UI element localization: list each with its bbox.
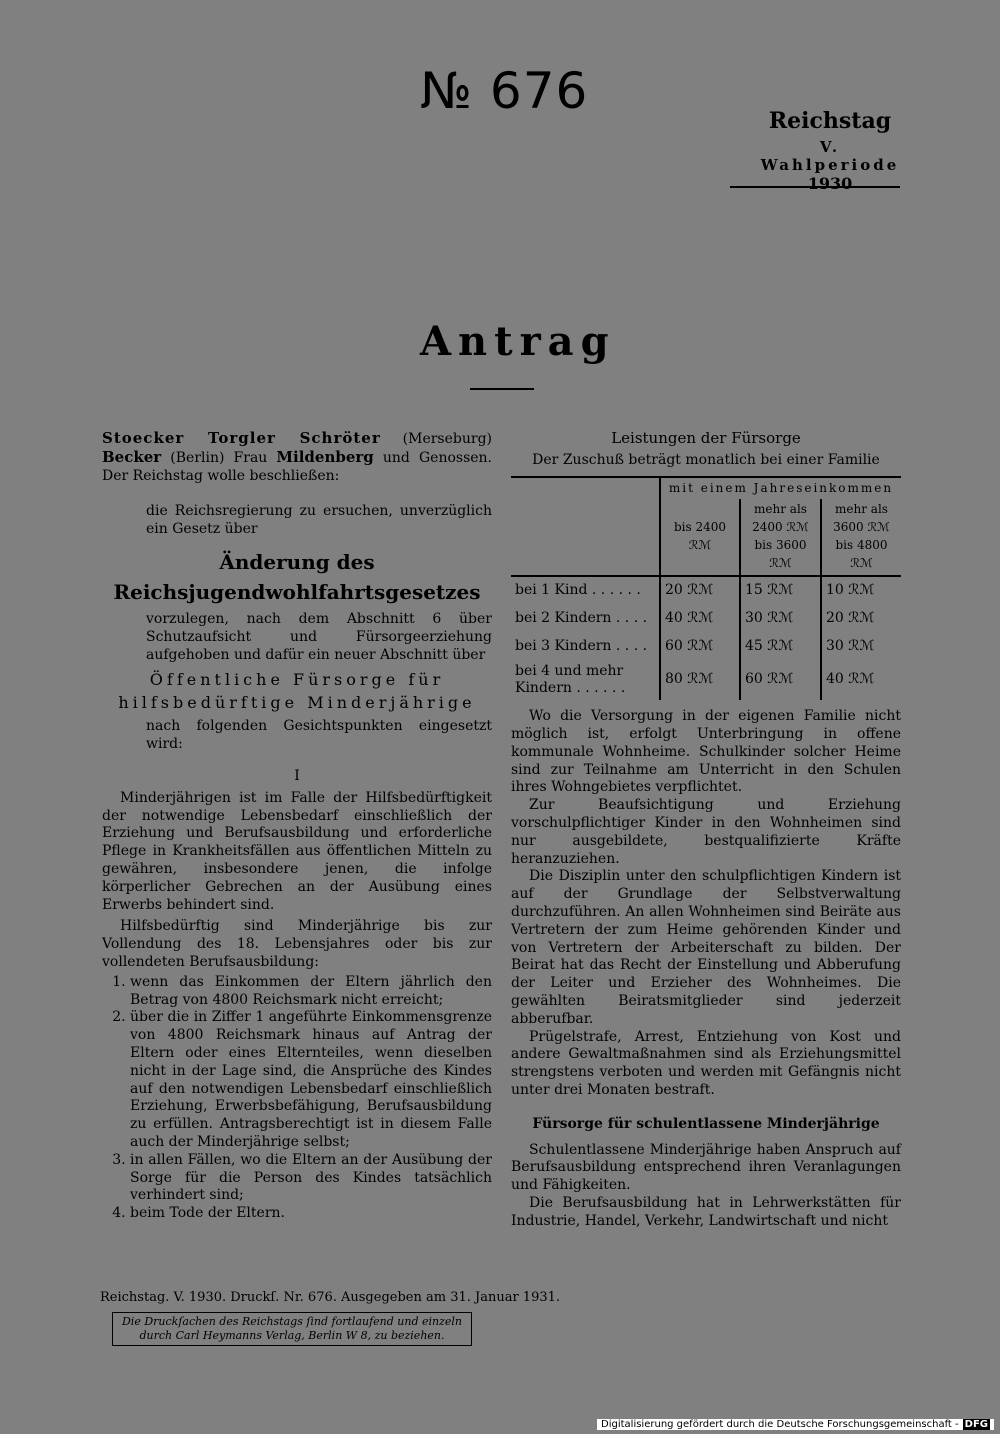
period: V. Wahlperiode	[760, 138, 900, 174]
table-cell: 30 ℛℳ	[740, 605, 821, 633]
institution: Reichstag	[768, 108, 892, 134]
list-item: 1. wenn das Einkommen der Eltern jährlich den Betrag von 4800 Reichsmark nicht erreicht;	[130, 974, 492, 1010]
conditions-list	[102, 974, 492, 1223]
footer-line: Reichstag. V. 1930. Druckſ. Nr. 676. Ausgegeben am 31. Januar 1931.	[100, 1290, 561, 1305]
table-subheading: Der Zuschuß beträgt monatlich bei einer Familie	[532, 451, 880, 468]
list-item: 4. beim Tode der Eltern.	[130, 1205, 492, 1223]
table-heading: Leistungen der Fürsorge	[611, 429, 801, 447]
table-cell: 30 ℛℳ	[821, 633, 901, 661]
applicant-rest2: und Genossen. Der Reichstag wolle beschließen:	[102, 449, 493, 484]
benefit-table	[511, 476, 901, 701]
left-column	[102, 430, 492, 1223]
table-row	[511, 661, 901, 701]
table-cell: 20 ℛℳ	[660, 576, 740, 605]
request-text-3: nach folgenden Gesichtspunkten eingesetzt wird:	[146, 718, 492, 753]
table-cell: 40 ℛℳ	[821, 661, 901, 701]
table-cell: 20 ℛℳ	[821, 605, 901, 633]
table-cell: 15 ℛℳ	[740, 576, 821, 605]
paragraph-1: Minderjährigen ist im Falle der Hilfsbedürftigkeit der notwendige Lebensbedarf einschließlich der Erziehung und Berufsausbildung und erforderliche Pflege in Krankheitsfällen aus öffentlichen Mitteln zu gewähren, insbesondere jenen, die infolge körperlicher Gebrechen an der Ausübung eines Erwerbs behindert sind.	[102, 789, 492, 913]
dfg-logo: DFG	[964, 1419, 988, 1430]
table-cell: 10 ℛℳ	[821, 576, 901, 605]
table-row	[511, 605, 901, 633]
reichstag-block	[760, 108, 900, 193]
row-label: bei 4 und mehr Kindern . . . . . .	[515, 662, 626, 697]
dfg-credit	[597, 1419, 994, 1430]
right-column	[511, 430, 901, 1230]
col-header: bis 2400 ℛℳ	[660, 499, 740, 575]
paragraph: Schulentlassene Minderjährige haben Anspruch auf Berufsausbildung entsprechend ihren Veranlagungen und Fähigkeiten.	[511, 1141, 901, 1194]
section-heading: Fürsorge für schulentlassene Minderjährige	[532, 1115, 880, 1132]
table-cell: 45 ℛℳ	[740, 633, 821, 661]
year: 1930	[807, 174, 853, 193]
applicant-rest1: (Berlin) Frau	[170, 449, 268, 466]
table-row	[511, 576, 901, 605]
table-cell: 40 ℛℳ	[660, 605, 740, 633]
title-rule	[470, 388, 534, 390]
list-item: 3. in allen Fällen, wo die Eltern an der Ausübung der Sorge für die Person des Kindes tatsächlich verhindert sind;	[130, 1152, 492, 1205]
request-text: die Reichsregierung zu ersuchen, unverzüglich ein Gesetz über	[146, 503, 492, 538]
row-label: bei 3 Kindern . . . .	[515, 637, 648, 654]
credit-text: Digitalisierung gefördert durch die Deutsche Forschungsgemeinschaft -	[601, 1419, 959, 1430]
table-cell: 80 ℛℳ	[660, 661, 740, 701]
paragraph-2: Hilfsbedürftig sind Minderjährige bis zur Vollendung des 18. Lebensjahres oder bis zur vollendeten Berufsausbildung:	[102, 918, 492, 970]
document-number: № 676	[420, 62, 589, 120]
request-text-2: vorzulegen, nach dem Abschnitt 6 über Schutzaufsicht und Fürsorgeerziehung aufgehoben und dafür ein neuer Abschnitt über	[146, 610, 492, 663]
applicant-mildenberg: Mildenberg	[276, 447, 374, 466]
applicant-place: (Merseburg)	[402, 431, 492, 447]
header-rule	[730, 186, 900, 188]
section-title: Öffentliche Fürsorge für hilfsbedürftige Minderjährige	[118, 670, 476, 713]
paragraph: Prügelstrafe, Arrest, Entziehung von Kost und andere Gewaltmaßnahmen sind als Erziehungsmittel strengstens verboten und werden mit Gefängnis nicht unter drei Monaten bestraft.	[511, 1028, 901, 1098]
applicant-becker: Becker	[102, 447, 162, 466]
footer-box: Die Druckſachen des Reichstags ſind fortlaufend und einzeln durch Carl Heymanns Verlag, Berlin W 8, zu beziehen.	[112, 1312, 472, 1346]
row-label: bei 2 Kindern . . . .	[515, 609, 648, 626]
table-cell: 60 ℛℳ	[740, 661, 821, 701]
applicant-names: Stoecker Torgler Schröter	[102, 429, 381, 447]
row-label: bei 1 Kind . . . . . .	[515, 581, 641, 598]
paragraph: Zur Beaufsichtigung und Erziehung vorschulpflichtiger Kinder in den Wohnheimen sind nur ausgebildete, bestqualifizierte Kräfte heranzuziehen.	[511, 797, 901, 867]
table-cell: 60 ℛℳ	[660, 633, 740, 661]
roman-numeral: I	[294, 767, 300, 784]
paragraph: Wo die Versorgung in der eigenen Familie nicht möglich ist, erfolgt Unterbringung in offene kommunale Wohnheime. Schulkinder solcher Heime sind zur Teilnahme am Unterricht in den Schulen ihres Wohngebietes verpflichtet.	[511, 708, 901, 796]
col-header: mehr als 3600 ℛℳ bis 4800 ℛℳ	[821, 499, 901, 575]
col-group-header: mit einem Jahreseinkommen	[660, 477, 901, 500]
law-title: Änderung des Reichsjugendwohlfahrtsgesetzes	[113, 549, 481, 604]
col-header: mehr als 2400 ℛℳ bis 3600 ℛℳ	[740, 499, 821, 575]
table-row	[511, 633, 901, 661]
list-item: 2. über die in Ziffer 1 angeführte Einkommensgrenze von 4800 Reichsmark hinaus auf Antrag der Eltern oder eines Elternteiles, wenn dieselben nicht in der Lage sind, die Ansprüche des Kindes auf den notwendigen Lebensbedarf einschließlich Erziehung, Erwerbsbefähigung, Berufsausbildung zu erfüllen. Antragsberechtigt ist in diesem Falle auch der Minderjährige selbst;	[130, 1009, 492, 1151]
paragraph: Die Berufsausbildung hat in Lehrwerkstätten für Industrie, Handel, Verkehr, Landwirtschaft und nicht	[511, 1194, 901, 1229]
paragraph: Die Disziplin unter den schulpflichtigen Kindern ist auf der Grundlage der Selbstverwaltung durchzuführen. An allen Wohnheimen sind Beiräte aus Vertretern der zum Heime gehörenden Kinder und von Vertretern der Arbeiterschaft zu bilden. Der Beirat hat das Recht der Einstellung und Abberufung der Leiter und Erzieher des Wohnheimes. Die gewählten Beiratsmitglieder sind jederzeit abberufbar.	[511, 868, 901, 1027]
document-title: Antrag	[420, 318, 616, 365]
